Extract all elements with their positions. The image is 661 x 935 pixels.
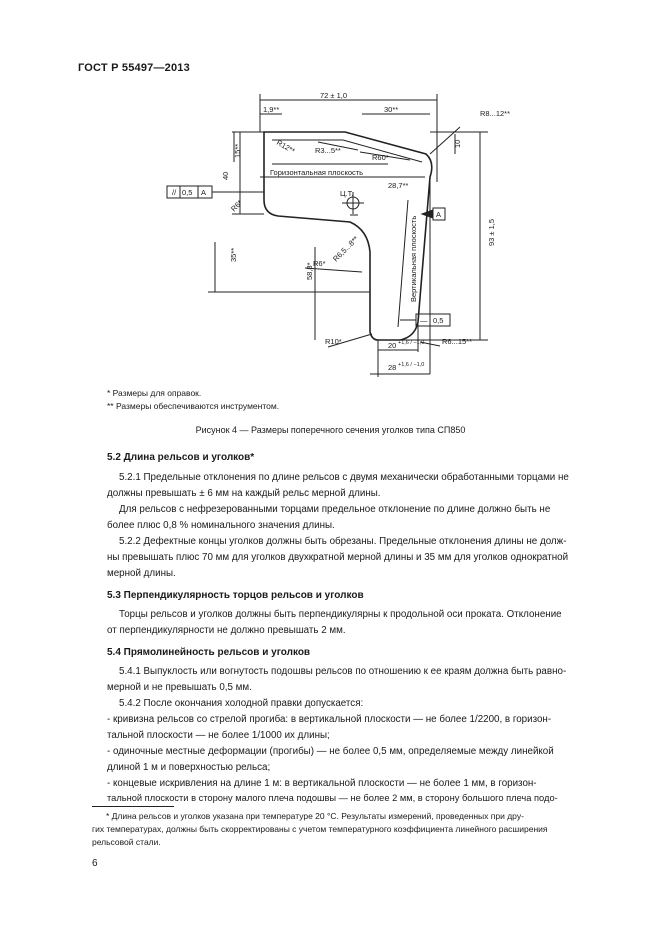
para-5-2-2-b: ны превышать плюс 70 мм для уголков двухкратной мерной длины и 35 мм для уголков однократной: [107, 552, 569, 563]
document-header: ГОСТ Р 55497—2013: [78, 62, 190, 74]
ct-label: Ц.Т.: [340, 189, 354, 198]
dim-r6-left: R6*: [229, 198, 245, 214]
dim-r10: R10*: [325, 337, 342, 346]
para-5-4-1-b: мерной и не превышать 0,5 мм.: [107, 682, 252, 693]
figure-footnote-2: ** Размеры обеспечиваются инструментом.: [107, 401, 280, 411]
dim-r8-12: R8...12**: [480, 109, 511, 118]
list-item-1b: тальной плоскости — не более 1/1000 их длины;: [107, 730, 330, 741]
para-5-2-2-a: 5.2.2 Дефектные концы уголков должны быть обрезаны. Предельные отклонения длины не долж-: [119, 536, 567, 547]
cross-section-figure: [100, 82, 560, 382]
datum-a: A: [436, 210, 442, 219]
dim-93: 93 ± 1,5: [487, 218, 496, 246]
page-number: 6: [92, 858, 98, 869]
figure-caption: Рисунок 4 — Размеры поперечного сечения уголков типа СП850: [195, 425, 466, 435]
list-item-2b: длиной 1 м и поверхностью рельса;: [107, 762, 271, 773]
dim-r6-5-8: R6,5...8**: [331, 234, 361, 264]
tol-parallelism: 0,5: [182, 188, 193, 197]
para-5-3-a: Торцы рельсов и уголков должны быть перпендикулярны к продольной оси проката. Отклонение: [119, 609, 562, 620]
parallelism-symbol: //: [172, 188, 177, 197]
dim-58-8: 58,8*: [305, 262, 314, 280]
list-item-1a: - кривизна рельсов со стрелой прогиба: в вертикальной плоскости — не более 1/2200, в горизон-: [107, 714, 552, 725]
para-5-2-1-d: более плюс 0,8 % номинального значения длины.: [107, 520, 335, 531]
section-5-3-title: 5.3 Перпендикулярность торцов рельсов и уголков: [107, 590, 364, 601]
para-5-2-1-a: 5.2.1 Предельные отклонения по длине рельсов с двумя механически обработанными торцами не: [119, 472, 569, 483]
dim-30: 30**: [384, 105, 399, 114]
section-5-2-title: 5.2 Длина рельсов и уголков*: [107, 452, 255, 463]
para-5-2-1-c: Для рельсов с нефрезерованными торцами предельное отклонение по длине должно быть не: [119, 504, 551, 515]
dim-r6-15: R6...15**: [442, 337, 473, 346]
datum-ref-a: A: [201, 188, 207, 197]
dim-72: 72 ± 1,0: [320, 91, 348, 100]
dim-28: 28: [388, 363, 397, 372]
para-5-2-2-c: мерной длины.: [107, 568, 176, 579]
list-item-3b: тальной плоскости в сторону малого плеча подошвы — не более 2 мм, в сторону большого плеча подо-: [107, 793, 558, 803]
para-5-4-1-a: 5.4.1 Выпуклость или вогнутость подошвы рельсов по отношению к ее краям должна быть равно-: [119, 666, 567, 677]
profile-outline: [264, 132, 432, 340]
dim-r12: R12**: [275, 137, 297, 156]
dim-28-tol: +1,6 / −1,0: [398, 362, 425, 368]
footnote-line-b: гих температурах, должны быть скорректированы с учетом температурного коэффициента линейного расширения: [92, 824, 548, 834]
dim-35: 35**: [229, 247, 238, 262]
horizontal-plane-label: Горизонтальная плоскость: [270, 168, 364, 177]
footnote-block: [92, 810, 614, 849]
dim-r6-inner: R6*: [313, 259, 326, 268]
tol-flatness: 0,5: [433, 316, 444, 325]
para-5-3-b: от перпендикулярности не должно превышать 2 мм.: [107, 625, 346, 636]
dim-20: 20: [388, 341, 397, 350]
dim-r60: R60*: [372, 153, 389, 162]
para-5-2-1-b: должны превышать ± 6 мм на каждый рельс мерной длины.: [107, 488, 381, 499]
dim-1-9: 1,9**: [263, 105, 280, 114]
footnote-line-a: * Длина рельсов и уголков указана при температуре 20 °С. Результаты измерений, проведенных при дру-: [106, 811, 524, 821]
list-item-3a: - концевые искривления на длине 1 м: в вертикальной плоскости — не более 1 мм, в горизон-: [107, 778, 537, 789]
dim-r3-5: R3...5**: [315, 146, 341, 155]
dim-10: 10: [453, 139, 462, 148]
para-5-4-2: 5.4.2 После окончания холодной правки допускается:: [119, 698, 364, 709]
footnote-rule: [92, 806, 174, 807]
dim-20-tol: +1,6 / −1,0: [398, 340, 425, 346]
flatness-symbol: —: [420, 316, 428, 325]
footnote-line-c: рельсовой стали.: [92, 837, 161, 847]
list-item-2a: - одиночные местные деформации (прогибы) — не более 0,5 мм, определяемые между линейкой: [107, 746, 554, 757]
figure-footnote-1: * Размеры для оправок.: [107, 388, 202, 398]
section-5-4-title: 5.4 Прямолинейность рельсов и уголков: [107, 647, 311, 658]
dim-40: 40: [221, 171, 230, 180]
vertical-plane-label: Вертикальная плоскость: [409, 215, 418, 302]
dim-15: 15**: [233, 143, 242, 158]
dim-28-7: 28,7**: [388, 181, 409, 190]
